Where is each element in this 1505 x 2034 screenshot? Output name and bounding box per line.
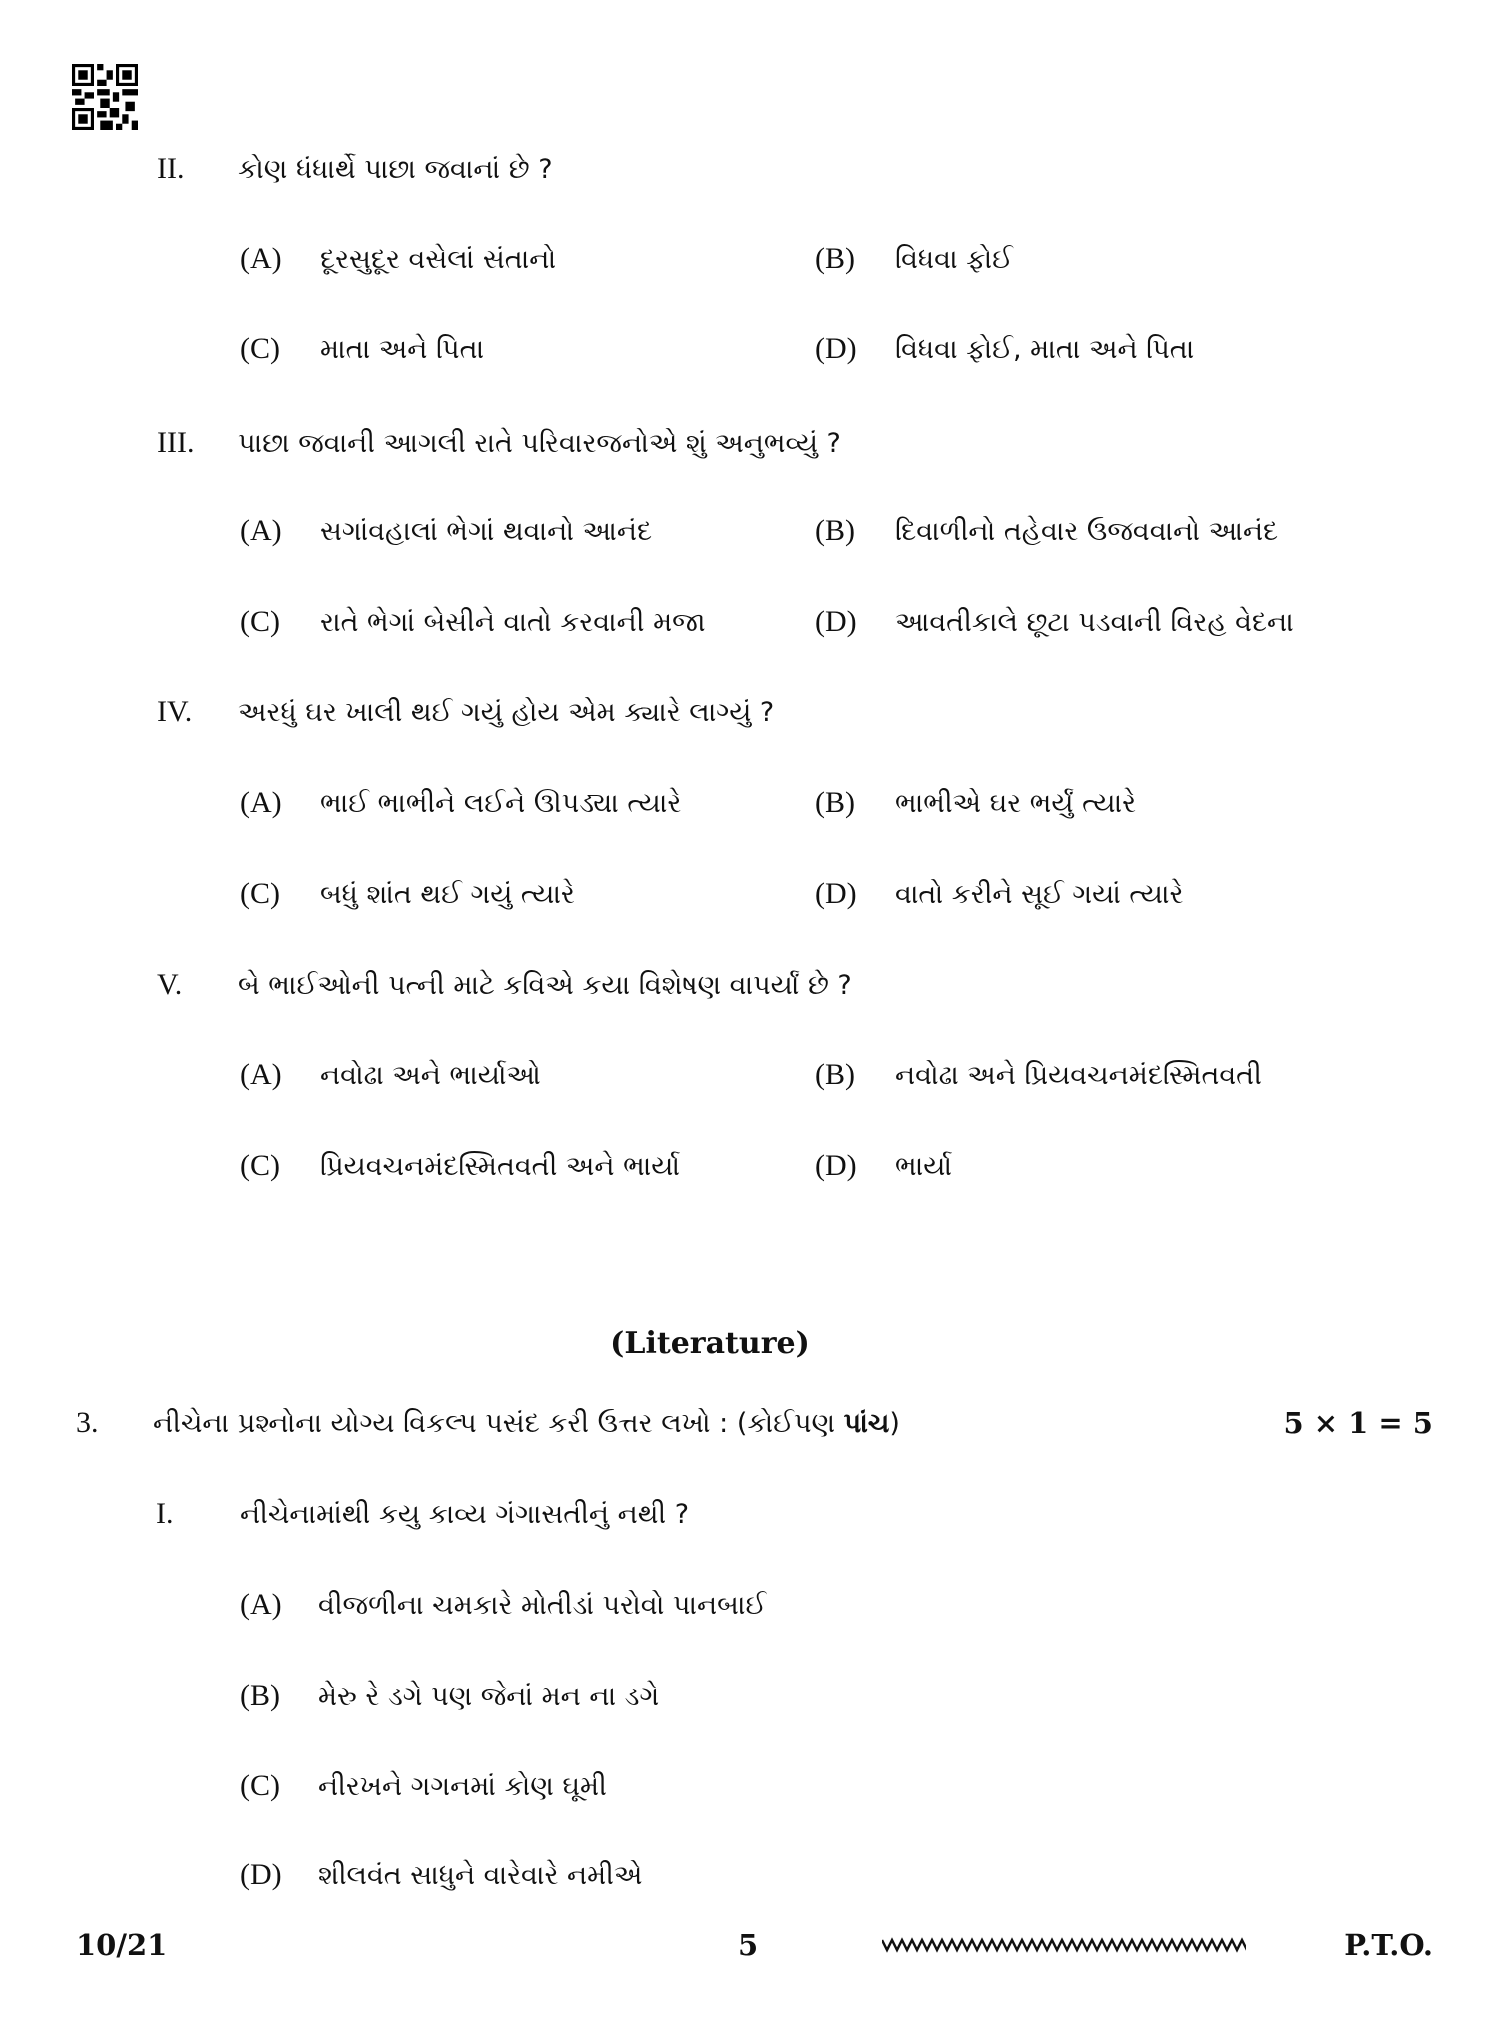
question-text: અરધું ઘર ખાલી થઈ ગયું હોય એમ ક્યારે લાગ્યું ? <box>238 697 775 728</box>
question-number: III. <box>157 426 195 459</box>
option-label: (A) <box>240 1588 282 1621</box>
option-label: (B) <box>815 514 855 547</box>
question-number: 3. <box>76 1406 99 1439</box>
question-text: કોણ ધંધાર્થે પાછા જવાનાં છે ? <box>238 154 553 185</box>
instruction-text: નીચેના પ્રશ્નોના યોગ્ય વિકલ્પ પસંદ કરી ઉત્તર લખો : (કોઈપણ <box>153 1408 836 1439</box>
option-label: (C) <box>240 877 280 910</box>
option-text: મેરુ રે ડગે પણ જેનાં મન ના ડગે <box>318 1681 660 1712</box>
option-text: ભાઈ ભાભીને લઈને ઊપડ્યા ત્યારે <box>320 788 682 819</box>
option-label: (D) <box>240 1858 282 1891</box>
question-number: II. <box>157 152 185 185</box>
question-number: IV. <box>157 695 193 728</box>
wavy-line-decoration <box>882 1934 1246 1956</box>
instruction-emphasis: પાંચ <box>843 1408 890 1439</box>
option-text: શીલવંત સાધુને વારેવારે નમીએ <box>318 1860 643 1891</box>
instruction-close: ) <box>889 1408 900 1439</box>
page-number: 5 <box>738 1928 759 1962</box>
option-text: નવોઢા અને ભાર્યાઓ <box>320 1060 541 1091</box>
option-text: પ્રિયવચનમંદસ્મિતવતી અને ભાર્યા <box>320 1151 681 1182</box>
question-number: V. <box>157 968 183 1001</box>
option-text: સગાંવહાલાં ભેગાં થવાનો આનંદ <box>320 516 653 547</box>
option-label: (D) <box>815 1149 857 1182</box>
option-text: બધું શાંત થઈ ગયું ત્યારે <box>320 879 575 910</box>
question-text: પાછા જવાની આગલી રાતે પરિવારજનોએ શું અનુભવ્યું ? <box>238 428 841 459</box>
option-label: (B) <box>815 242 855 275</box>
qr-code-icon <box>70 64 140 130</box>
option-label: (A) <box>240 1058 282 1091</box>
option-text: દૂરસુદૂર વસેલાં સંતાનો <box>320 244 557 275</box>
option-label: (B) <box>815 1058 855 1091</box>
option-text: વિધવા ફોઈ <box>895 244 1014 275</box>
option-label: (A) <box>240 514 282 547</box>
option-label: (D) <box>815 605 857 638</box>
option-label: (C) <box>240 332 280 365</box>
option-label: (C) <box>240 1769 280 1802</box>
option-text: વીજળીના ચમકારે મોતીડાં પરોવો પાનબાઈ <box>318 1590 767 1621</box>
option-text: ભાભીએ ઘર ભર્યું ત્યારે <box>895 788 1137 819</box>
subquestion-text: નીચેનામાંથી કયુ કાવ્ય ગંગાસતીનું નથી ? <box>240 1499 690 1530</box>
option-text: ભાર્યા <box>895 1151 952 1182</box>
option-text: નીરખને ગગનમાં કોણ ઘૂમી <box>318 1771 607 1802</box>
option-text: વાતો કરીને સૂઈ ગયાં ત્યારે <box>895 879 1184 910</box>
option-label: (D) <box>815 877 857 910</box>
option-text: માતા અને પિતા <box>320 334 485 365</box>
paper-code: 10/21 <box>76 1928 168 1962</box>
question-instruction <box>153 1408 900 1440</box>
marks: 5 × 1 = 5 <box>1283 1406 1433 1440</box>
option-text: રાતે ભેગાં બેસીને વાતો કરવાની મજા <box>320 607 706 638</box>
option-text: દિવાળીનો તહેવાર ઉજવવાનો આનંદ <box>895 516 1279 547</box>
option-label: (B) <box>815 786 855 819</box>
option-label: (A) <box>240 786 282 819</box>
subquestion-number: I. <box>156 1497 174 1530</box>
option-text: વિધવા ફોઈ, માતા અને પિતા <box>895 334 1195 365</box>
option-text: આવતીકાલે છૂટા પડવાની વિરહ વેદના <box>895 607 1294 638</box>
section-title: (Literature) <box>610 1326 810 1361</box>
pto-label: P.T.O. <box>1344 1928 1433 1962</box>
option-text: નવોઢા અને પ્રિયવચનમંદસ્મિતવતી <box>895 1060 1262 1091</box>
option-label: (D) <box>815 332 857 365</box>
question-text: બે ભાઈઓની પત્ની માટે કવિએ કયા વિશેષણ વાપર્યાં છે ? <box>238 970 852 1001</box>
option-label: (B) <box>240 1679 280 1712</box>
option-label: (C) <box>240 605 280 638</box>
option-label: (C) <box>240 1149 280 1182</box>
option-label: (A) <box>240 242 282 275</box>
